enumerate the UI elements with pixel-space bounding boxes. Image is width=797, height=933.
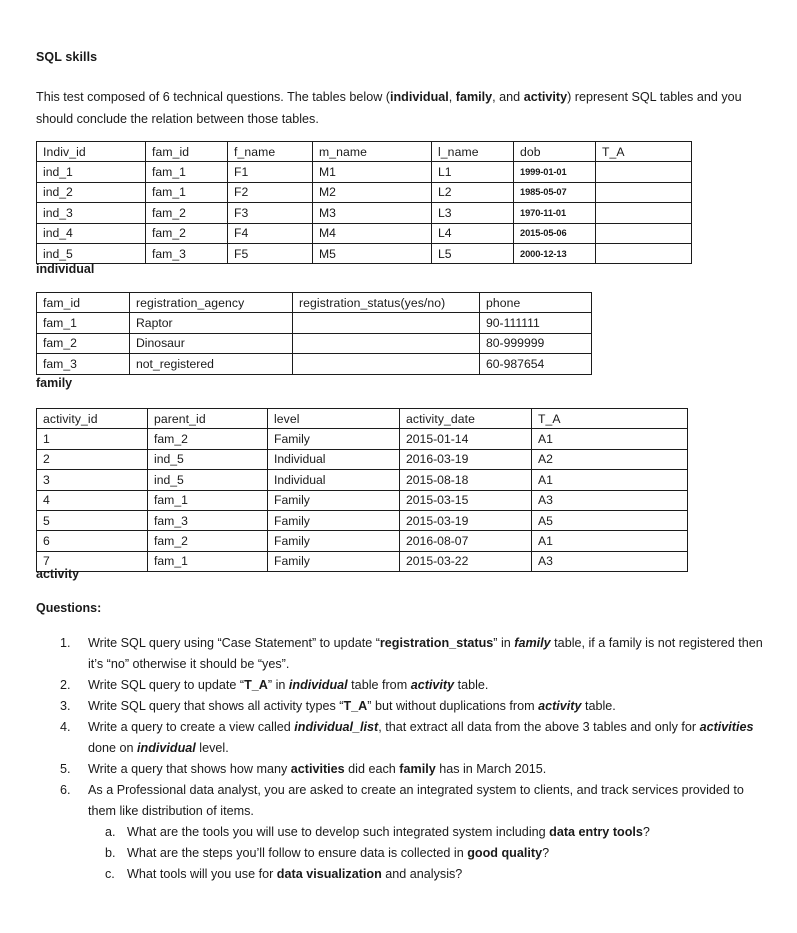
- question-marker: 1.: [60, 636, 71, 650]
- table-cell: 3: [37, 470, 148, 490]
- table-cell: 1985-05-07: [514, 182, 596, 202]
- text-run: family: [399, 762, 436, 776]
- column-header: level: [268, 409, 400, 429]
- table-cell: fam_3: [37, 354, 130, 374]
- table-cell: F2: [228, 182, 313, 202]
- table-row: [37, 333, 592, 353]
- text-run: and analysis?: [381, 867, 463, 881]
- table-cell: [293, 313, 480, 333]
- intro-text-suffix: ) represent SQL tables and you should conclude the relation between those tables.: [36, 90, 742, 126]
- table-cell: [596, 203, 692, 223]
- subitem-marker: c.: [105, 867, 115, 881]
- column-header: parent_id: [148, 409, 268, 429]
- table-cell: A3: [532, 490, 688, 510]
- table-row: [37, 203, 692, 223]
- intro-text-prefix: This test composed of 6 technical questions. The tables below (: [36, 90, 390, 104]
- text-run: data visualization: [276, 867, 382, 881]
- question-subitem: [105, 822, 766, 843]
- text-run: ” in: [267, 678, 289, 692]
- table-cell: F5: [228, 243, 313, 263]
- table-cell: not_registered: [130, 354, 293, 374]
- family-table-label: family: [36, 376, 73, 390]
- table-cell: fam_2: [148, 531, 268, 551]
- text-run: As a Professional data analyst, you are asked to create an integrated system to clients, and track services provided to them like distribution of items.: [88, 783, 744, 818]
- table-cell: 2015-05-06: [514, 223, 596, 243]
- text-run: family: [514, 636, 551, 650]
- page-title: SQL skills: [36, 50, 98, 64]
- table-cell: L5: [432, 243, 514, 263]
- text-run: done on: [88, 741, 138, 755]
- text-run: What are the steps you’ll follow to ensure data is collected in: [127, 846, 468, 860]
- column-header: m_name: [313, 142, 432, 162]
- table-cell: [596, 162, 692, 182]
- text-run: ” but without duplications from: [367, 699, 539, 713]
- table-cell: ind_3: [37, 203, 146, 223]
- table-cell: Family: [268, 510, 400, 530]
- table-cell: A1: [532, 531, 688, 551]
- question-marker: 4.: [60, 720, 71, 734]
- question-item: [60, 675, 766, 696]
- subitem-marker: b.: [105, 846, 116, 860]
- text-run: level.: [195, 741, 229, 755]
- individual-table: [36, 141, 692, 264]
- table-cell: fam_1: [146, 162, 228, 182]
- question-marker: 5.: [60, 762, 71, 776]
- question-marker: 6.: [60, 783, 71, 797]
- table-row: [37, 470, 688, 490]
- table-cell: [596, 182, 692, 202]
- text-run: Write SQL query to update “: [88, 678, 245, 692]
- questions-heading: Questions:: [36, 601, 102, 615]
- question-sublist: [60, 822, 766, 885]
- text-run: data entry tools: [549, 825, 643, 839]
- table-row: [37, 162, 692, 182]
- intro-table-family: family: [455, 90, 493, 104]
- table-header-row: [37, 409, 688, 429]
- table-cell: fam_3: [148, 510, 268, 530]
- table-cell: 60-987654: [480, 354, 592, 374]
- table-row: [37, 490, 688, 510]
- table-cell: fam_1: [148, 490, 268, 510]
- text-run: good quality: [467, 846, 543, 860]
- activity-table: [36, 408, 688, 572]
- question-subitem: [105, 864, 766, 885]
- table-cell: fam_1: [146, 182, 228, 202]
- table-cell: 2000-12-13: [514, 243, 596, 263]
- text-run: has in March 2015.: [435, 762, 547, 776]
- table-cell: 1999-01-01: [514, 162, 596, 182]
- intro-paragraph: [36, 86, 764, 130]
- text-run: Write SQL query using “Case Statement” to update “: [88, 636, 380, 650]
- text-run: table.: [581, 699, 616, 713]
- table-row: [37, 354, 592, 374]
- text-run: activity: [410, 678, 455, 692]
- table-cell: 4: [37, 490, 148, 510]
- text-run: ” in: [493, 636, 515, 650]
- text-run: Write a query that shows how many: [88, 762, 291, 776]
- table-cell: 2015-03-19: [400, 510, 532, 530]
- table-cell: M2: [313, 182, 432, 202]
- column-header: fam_id: [37, 293, 130, 313]
- table-cell: M4: [313, 223, 432, 243]
- table-header-row: [37, 293, 592, 313]
- table-cell: [596, 223, 692, 243]
- table-cell: 5: [37, 510, 148, 530]
- table-cell: 2: [37, 449, 148, 469]
- table-cell: Family: [268, 551, 400, 571]
- table-cell: M3: [313, 203, 432, 223]
- table-cell: ind_5: [148, 449, 268, 469]
- table-cell: fam_3: [146, 243, 228, 263]
- table-cell: [293, 354, 480, 374]
- family-table: [36, 292, 592, 375]
- column-header: f_name: [228, 142, 313, 162]
- table-cell: Family: [268, 490, 400, 510]
- table-row: [37, 510, 688, 530]
- text-run: Write SQL query that shows all activity types “: [88, 699, 344, 713]
- table-cell: fam_2: [146, 223, 228, 243]
- intro-table-individual: individual: [389, 90, 449, 104]
- intro-table-activity: activity: [523, 90, 568, 104]
- table-cell: M5: [313, 243, 432, 263]
- table-cell: 1: [37, 429, 148, 449]
- text-run: T_A: [244, 678, 268, 692]
- table-cell: 2015-08-18: [400, 470, 532, 490]
- question-item: [60, 759, 766, 780]
- table-cell: fam_1: [148, 551, 268, 571]
- table-cell: L3: [432, 203, 514, 223]
- text-run: What are the tools you will use to develop such integrated system including: [127, 825, 550, 839]
- table-cell: L1: [432, 162, 514, 182]
- intro-sep-1: ,: [448, 90, 456, 104]
- text-run: ?: [642, 825, 650, 839]
- table-row: [37, 429, 688, 449]
- column-header: registration_status(yes/no): [293, 293, 480, 313]
- table-cell: ind_5: [37, 243, 146, 263]
- table-cell: ind_4: [37, 223, 146, 243]
- table-cell: fam_2: [146, 203, 228, 223]
- table-row: [37, 223, 692, 243]
- table-cell: 1970-11-01: [514, 203, 596, 223]
- question-item: [60, 780, 766, 822]
- table-cell: 2016-08-07: [400, 531, 532, 551]
- table-cell: F3: [228, 203, 313, 223]
- column-header: Indiv_id: [37, 142, 146, 162]
- table-row: [37, 531, 688, 551]
- text-run: registration_status: [379, 636, 494, 650]
- table-cell: A5: [532, 510, 688, 530]
- table-header-row: [37, 142, 692, 162]
- column-header: registration_agency: [130, 293, 293, 313]
- table-cell: M1: [313, 162, 432, 182]
- table-cell: fam_2: [148, 429, 268, 449]
- text-run: did each: [344, 762, 400, 776]
- table-cell: Individual: [268, 470, 400, 490]
- question-item: [60, 717, 766, 759]
- subitem-marker: a.: [105, 825, 116, 839]
- table-cell: ind_5: [148, 470, 268, 490]
- column-header: l_name: [432, 142, 514, 162]
- table-cell: 7: [37, 551, 148, 571]
- table-cell: [293, 333, 480, 353]
- table-cell: F1: [228, 162, 313, 182]
- table-cell: ind_2: [37, 182, 146, 202]
- text-run: activity: [538, 699, 582, 713]
- question-subitem: [105, 843, 766, 864]
- table-cell: ind_1: [37, 162, 146, 182]
- text-run: individual_list: [294, 720, 379, 734]
- table-cell: 2015-03-22: [400, 551, 532, 571]
- table-cell: 90-111111: [480, 313, 592, 333]
- table-row: [37, 243, 692, 263]
- intro-sep-2: , and: [492, 90, 524, 104]
- table-cell: F4: [228, 223, 313, 243]
- text-run: What tools will you use for: [127, 867, 277, 881]
- table-cell: 2016-03-19: [400, 449, 532, 469]
- table-cell: A1: [532, 470, 688, 490]
- table-row: [37, 182, 692, 202]
- activity-table-label: activity: [36, 567, 80, 581]
- text-run: T_A: [343, 699, 368, 713]
- table-cell: Raptor: [130, 313, 293, 333]
- table-cell: Individual: [268, 449, 400, 469]
- table-cell: 2015-03-15: [400, 490, 532, 510]
- column-header: phone: [480, 293, 592, 313]
- table-row: [37, 449, 688, 469]
- questions-list: [60, 633, 766, 885]
- question-marker: 2.: [60, 678, 71, 692]
- text-run: Write a query to create a view called: [88, 720, 295, 734]
- table-cell: A1: [532, 429, 688, 449]
- table-cell: L4: [432, 223, 514, 243]
- table-cell: 80-999999: [480, 333, 592, 353]
- column-header: dob: [514, 142, 596, 162]
- table-cell: fam_1: [37, 313, 130, 333]
- table-cell: 6: [37, 531, 148, 551]
- table-cell: A2: [532, 449, 688, 469]
- column-header: fam_id: [146, 142, 228, 162]
- text-run: activities: [699, 720, 754, 734]
- text-run: ?: [542, 846, 550, 860]
- table-cell: Family: [268, 531, 400, 551]
- table-cell: Dinosaur: [130, 333, 293, 353]
- text-run: activities: [290, 762, 345, 776]
- individual-table-label: individual: [36, 262, 95, 276]
- table-cell: 2015-01-14: [400, 429, 532, 449]
- table-cell: L2: [432, 182, 514, 202]
- text-run: table from: [347, 678, 411, 692]
- table-cell: A3: [532, 551, 688, 571]
- table-cell: fam_2: [37, 333, 130, 353]
- text-run: table.: [454, 678, 489, 692]
- text-run: individual: [288, 678, 348, 692]
- question-marker: 3.: [60, 699, 71, 713]
- column-header: activity_date: [400, 409, 532, 429]
- table-cell: [596, 243, 692, 263]
- text-run: table, if a family is not registered then it’s “no” otherwise it should be “yes”.: [88, 636, 763, 671]
- question-item: [60, 696, 766, 717]
- table-row: [37, 313, 592, 333]
- text-run: , that extract all data from the above 3 tables and only for: [378, 720, 700, 734]
- column-header: T_A: [596, 142, 692, 162]
- text-run: individual: [137, 741, 196, 755]
- question-item: [60, 633, 766, 675]
- column-header: activity_id: [37, 409, 148, 429]
- column-header: T_A: [532, 409, 688, 429]
- table-row: [37, 551, 688, 571]
- table-cell: Family: [268, 429, 400, 449]
